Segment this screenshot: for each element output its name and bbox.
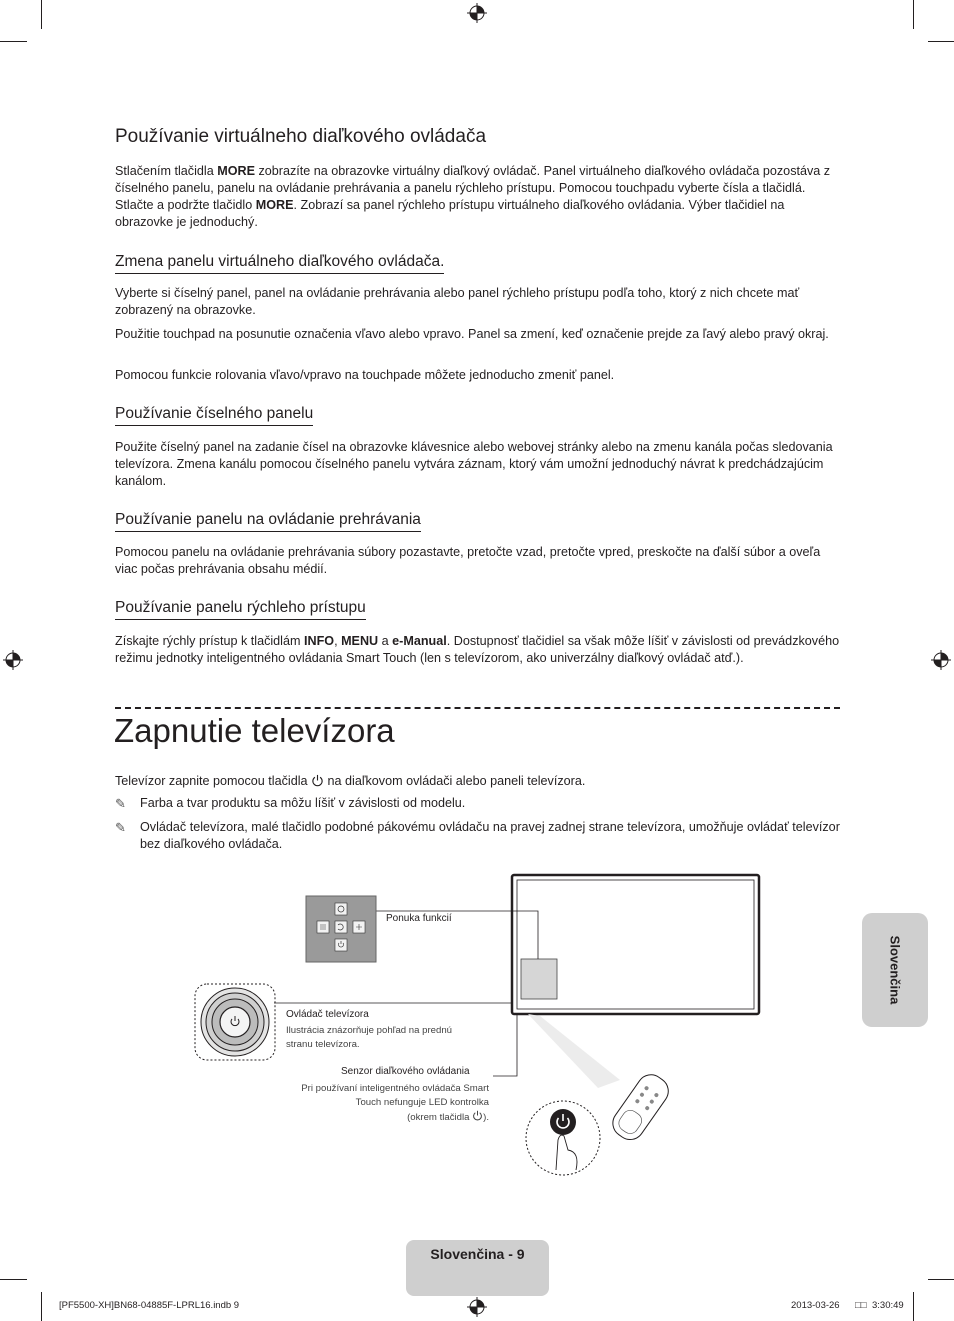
section-title-quick-access: Používanie panelu rýchleho prístupu [115, 599, 366, 620]
tv-controller-description: Ilustrácia znázorňuje pohľad na prednú stranu televízora. [286, 1025, 453, 1050]
note-tv-controller: ✎ Ovládač televízora, malé tlačidlo podobné pákovému ovládaču na pravej zadnej strane televízora, umožňuje ovládať televízor bez diaľkového ovládača. [115, 820, 840, 851]
remote-sensor-label: Senzor diaľkového ovládania [341, 1066, 470, 1077]
page-title-power-on: Zapnutie televízora [114, 712, 395, 749]
power-intro-paragraph: Televízor zapnite pomocou tlačidla na diaľkovom ovládači alebo paneli televízora. [115, 774, 586, 788]
power-icon [472, 1110, 483, 1121]
number-panel-paragraph: Použite číselný panel na zadanie čísel na obrazovke klávesnice alebo webovej stránky alebo na zmenu kanála počas sledovania televízora. Zmena kanálu pomocou číselného panelu vytvára záznam, ktorý vám umožní jednoduchý návrat k predchádzajúcim kanálom. [115, 440, 833, 488]
playback-panel-paragraph: Pomocou panelu na ovládanie prehrávania súbory pozastavte, pretočte vzad, pretočte vpred, preskočte na ďalší súbor a oveľa viac počas prehrávania obsahu médií. [115, 545, 821, 576]
section-divider [115, 707, 840, 709]
remote-sensor-exception: (okrem tlačidla ). [407, 1112, 489, 1123]
crop-mark [928, 41, 954, 42]
registration-mark-icon [3, 650, 23, 670]
footer-placeholder-glyphs: □□ [855, 1300, 867, 1311]
footer-date: 2013-03-26 [791, 1300, 840, 1311]
section-title-number-panel: Používanie číselného panelu [115, 405, 313, 426]
language-side-tab-label: Slovenčina [887, 935, 903, 1005]
note-pencil-icon: ✎ [115, 796, 126, 811]
crop-mark [41, 0, 42, 29]
change-panel-paragraph-3: Pomocou funkcie rolovania vľavo/vpravo na touchpade môžete jednoducho zmeniť panel. [115, 368, 615, 382]
language-side-tab [862, 913, 928, 1027]
power-icon [311, 774, 324, 787]
function-menu-label: Ponuka funkcií [386, 913, 452, 924]
crop-mark [928, 1279, 954, 1280]
crop-mark [913, 0, 914, 29]
note-pencil-icon: ✎ [115, 820, 126, 835]
footer-file-name: [PF5500-XH]BN68-04885F-LPRL16.indb 9 [59, 1300, 240, 1311]
crop-mark [0, 1279, 27, 1280]
crop-mark [0, 41, 27, 42]
note-product-variation: ✎ Farba a tvar produktu sa môžu líšiť v závislosti od modelu. [115, 796, 466, 811]
tv-controller-label: Ovládač televízora [286, 1009, 369, 1020]
quick-access-paragraph: Získajte rýchly prístup k tlačidlám INFO, MENU a e-Manual. Dostupnosť tlačidiel sa však môže líšiť v závislosti od prevádzkového režimu jednotky inteligentného ovládania Smart Touch (len s televízorom, ako univerzálny diaľkový ovládač atď.). [115, 634, 840, 665]
change-panel-paragraph-2: Použitie touchpad na posunutie označenia vľavo alebo vpravo. Panel sa zmení, keď označenie prejde za ľavý alebo pravý okraj. [115, 327, 829, 341]
registration-mark-icon [931, 650, 951, 670]
section-title-change-panel: Zmena panelu virtuálneho diaľkového ovládača. [115, 253, 444, 274]
registration-mark-icon [467, 1297, 487, 1317]
virtual-remote-paragraph: Stlačením tlačidla MORE zobrazíte na obrazovke virtuálny diaľkový ovládač. Panel virtuálneho diaľkového ovládača pozostáva z číselného panelu, panelu na ovládanie prehrávania a panelu rýchleho prístupu. Pomocou touchpadu vyberte čísla a tlačidlá. Stlačte a podržte tlačidlo MORE. Zobrazí sa panel rýchleho prístupu virtuálneho diaľkového ovládania. Výber tlačidiel na obrazovke je jednoduchý. [115, 164, 831, 229]
remote-sensor-description: Pri používaní inteligentného ovládača Smart Touch nefunguje LED kontrolka [301, 1083, 489, 1108]
registration-mark-icon [467, 3, 487, 23]
page-number-box [406, 1240, 549, 1296]
section-title-playback-panel: Používanie panelu na ovládanie prehrávania [115, 511, 421, 532]
screen-menu-area [521, 959, 557, 999]
change-panel-paragraph-1: Vyberte si číselný panel, panel na ovládanie prehrávania alebo panel rýchleho prístupu podľa toho, ktorý z nich chcete mať zobrazený na obrazovke. [115, 286, 800, 317]
crop-mark [41, 1292, 42, 1321]
footer-time: 3:30:49 [872, 1300, 904, 1311]
section-title-virtual-remote: Používanie virtuálneho diaľkového ovládača [115, 126, 487, 147]
crop-mark [913, 1292, 914, 1321]
page-number-label: Slovenčina - 9 [430, 1246, 525, 1262]
